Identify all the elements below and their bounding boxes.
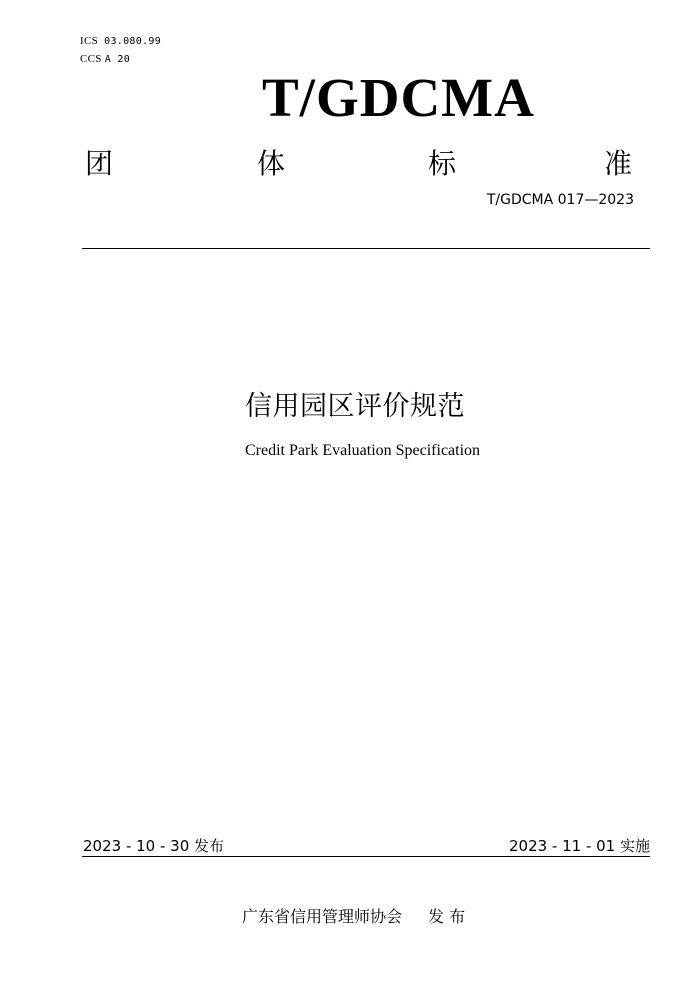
- header-divider: [82, 248, 650, 249]
- standard-type-char: 体: [257, 147, 286, 180]
- publisher-line: [242, 904, 465, 927]
- org-code-logo: T/GDCMA: [262, 67, 535, 128]
- publish-date: 2023 - 10 - 30 发布: [83, 837, 225, 855]
- standard-type-char: 团: [85, 147, 114, 180]
- ccs-label: CCS: [80, 53, 102, 65]
- document-title-cn: 信用园区评价规范: [245, 391, 465, 422]
- footer-divider: [82, 856, 650, 857]
- standard-type-char: 标: [428, 147, 457, 180]
- publisher-action: 发 布: [428, 907, 466, 926]
- ics-label: ICS: [80, 35, 99, 47]
- ics-value: 03.080.99: [104, 36, 162, 47]
- document-title-en: Credit Park Evaluation Specification: [245, 442, 481, 459]
- standard-type-char: 准: [604, 147, 633, 180]
- ics-classification: [80, 35, 161, 47]
- ccs-value: A 20: [104, 54, 131, 65]
- standard-number: T/GDCMA 017—2023: [486, 192, 634, 208]
- publisher-name: 广东省信用管理师协会: [242, 907, 403, 926]
- ccs-classification: [80, 53, 130, 65]
- implement-date: 2023 - 11 - 01 实施: [508, 837, 650, 855]
